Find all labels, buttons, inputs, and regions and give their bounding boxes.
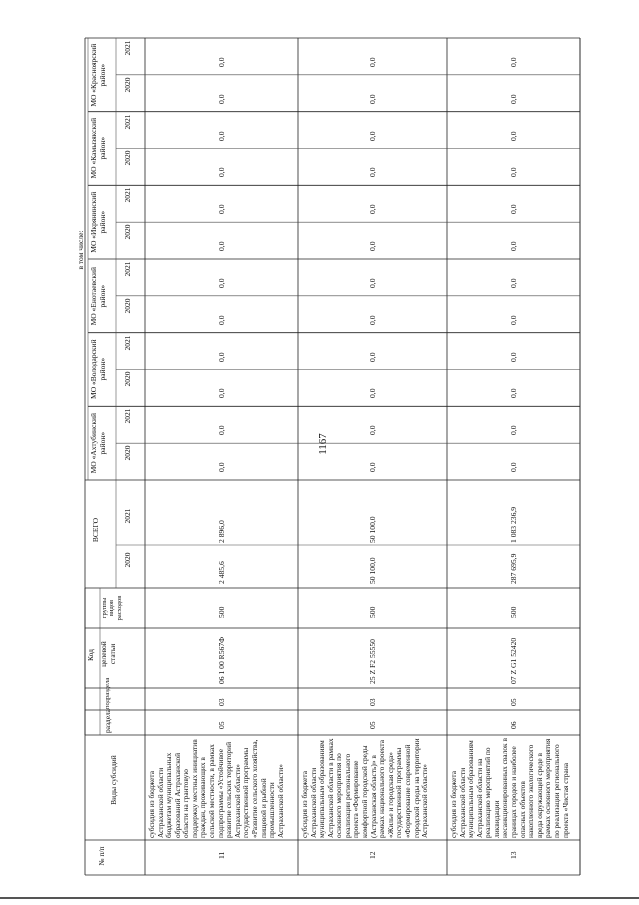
header-mo-year-2020: 2020 [123,77,132,93]
header-mo-year-2021: 2021 [123,335,132,350]
header-target-item: целевой статьи [99,641,117,667]
row-mo-value-2020: 0,0 [216,94,226,104]
header-mo-year-2021: 2021 [123,114,132,129]
row-target-item: 06 1 00 R567Ф [216,636,226,684]
header-mo-year-2021: 2021 [123,261,132,277]
header-mo-year-2020: 2020 [123,445,132,461]
header-mo-year-2021: 2021 [123,40,132,56]
row-expense-group: 500 [508,606,518,618]
row-expense-group: 500 [216,606,226,618]
header-municipality-6: МО «Красноярский район» [89,43,107,107]
header-mo-year-2020: 2020 [123,150,132,166]
row-mo-value-2020: 0,0 [216,462,226,472]
row-subsection: 03 [216,698,226,706]
row-mo-value-2020: 0,0 [508,315,518,325]
row-mo-value-2021: 0,0 [367,425,377,436]
row-mo-value-2020: 0,0 [508,94,518,104]
row-mo-value-2020: 0,0 [367,388,377,399]
row-section: 06 [508,721,518,729]
row-section: 05 [367,721,377,729]
row-mo-value-2020: 0,0 [367,241,377,251]
row-subsection: 05 [508,698,518,706]
header-expense-group: группы видов расходов [101,595,123,621]
scan-edge-line [0,897,639,899]
row-mo-value-2020: 0,0 [216,315,226,325]
row-mo-value-2020: 0,0 [216,241,226,251]
row-section: 05 [216,721,226,729]
row-mo-value-2021: 0,0 [216,204,226,215]
header-including: в том числе: [76,230,85,270]
header-total-year-2021: 2021 [123,508,132,524]
row-mo-value-2021: 0,0 [367,131,377,141]
row-number: 13 [508,851,518,859]
row-mo-value-2021: 0,0 [508,57,518,67]
row-mo-value-2021: 0,0 [367,204,377,215]
row-total-2020: 287 695,9 [508,553,518,584]
row-mo-value-2021: 0,0 [367,352,377,362]
header-code: Код [86,649,95,661]
page-number: 1167 [317,433,329,455]
row-number: 11 [216,851,226,859]
row-mo-value-2021: 0,0 [508,425,518,436]
row-mo-value-2021: 0,0 [367,278,377,288]
row-total-2021: 2 896,0 [216,520,226,543]
header-subsidy-type: Виды субсидий [109,755,118,805]
row-mo-value-2021: 0,0 [216,131,226,141]
row-mo-value-2020: 0,0 [508,241,518,251]
row-mo-value-2021: 0,0 [216,425,226,436]
row-target-item: 25 Z F2 55550 [367,639,377,684]
row-description: субсидия из бюджета Астраханской области муниципальным образованиям Астраханской области в рамках основного мероприятия по реализации регионального проекта «Формирование комфортной городской среды (Астраханская область)» в рамках национального проекта «Жилье и городская среда» государственной программы «Формирование современной городской среды на территории Астраханской области» [300,738,430,838]
row-mo-value-2020: 0,0 [216,388,226,399]
row-mo-value-2021: 0,0 [216,57,226,67]
row-total-2021: 50 100,0 [367,516,377,543]
row-target-item: 07 Z G1 52420 [508,637,518,684]
header-mo-year-2020: 2020 [123,371,132,387]
row-mo-value-2021: 0,0 [508,131,518,141]
row-total-2021: 1 083 236,9 [508,506,518,543]
header-municipality-3: МО «Енотаевский район» [89,266,107,326]
row-subsection: 03 [367,698,377,706]
row-mo-value-2021: 0,0 [367,57,377,67]
row-mo-value-2021: 0,0 [216,278,226,288]
row-mo-value-2020: 0,0 [367,167,377,178]
header-mo-year-2021: 2021 [123,408,132,424]
row-expense-group: 500 [367,606,377,618]
row-mo-value-2021: 0,0 [508,278,518,288]
header-section: раздела [103,708,112,733]
row-mo-value-2020: 0,0 [367,462,377,472]
header-total: ВСЕГО [91,517,100,543]
row-mo-value-2020: 0,0 [508,462,518,472]
header-row-number: № п/п [97,846,106,866]
header-municipality-4: МО «Икрянинский район» [89,191,107,253]
row-mo-value-2020: 0,0 [367,315,377,325]
row-mo-value-2021: 0,0 [216,352,226,362]
header-municipality-2: МО «Володарский район» [89,339,107,400]
row-description: субсидия из бюджета Астраханской области бюджетам муниципальных образований Астраханской области на грантовую поддержку местных инициатив граждан, проживающих в сельской местности, в рамках подпрограммы «Устойчивое развитие сельских территорий Астраханской области» государственной программы «Развитие сельского хозяйства, пищевой и рыбной промышленности Астраханской области» [147,739,285,838]
header-mo-year-2020: 2020 [123,224,132,240]
header-total-year-2020: 2020 [123,552,132,568]
header-mo-year-2020: 2020 [123,298,132,314]
row-mo-value-2020: 0,0 [216,167,226,178]
header-mo-year-2021: 2021 [123,187,132,203]
row-mo-value-2020: 0,0 [508,167,518,178]
row-mo-value-2021: 0,0 [508,352,518,362]
header-municipality-1: МО «Ахтубинский район» [89,412,107,474]
row-total-2020: 50 100,0 [367,557,377,584]
header-municipality-5: МО «Камызякский район» [89,118,107,179]
row-number: 12 [367,851,377,859]
row-mo-value-2020: 0,0 [508,388,518,399]
row-total-2020: 2 485,6 [216,561,226,584]
header-subsection: подраздела [104,677,111,709]
row-description: субсидия из бюджета Астраханской области муниципальным образованиям Астраханской области на реализацию мероприятий по ликвидации несанкционированных свалок в границах городов и наиболее опасных объектов накопленного экологического вреда окружающей среде в рамках основного мероприятия по реализации регионального проекта «Чистая страна [449,738,570,838]
row-mo-value-2021: 0,0 [508,204,518,215]
row-mo-value-2020: 0,0 [367,94,377,104]
